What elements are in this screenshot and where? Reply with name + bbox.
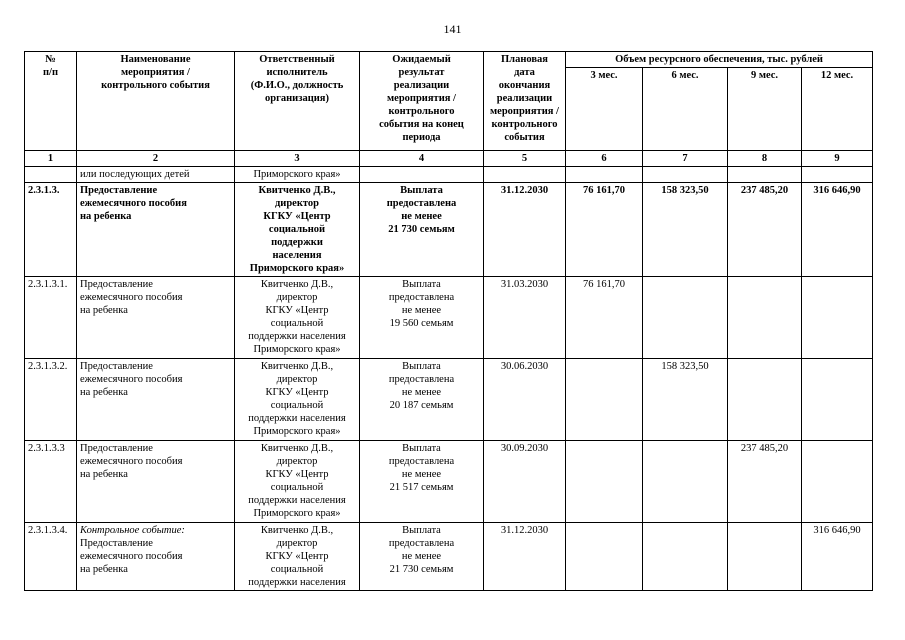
activity-name: Предоставление ежемесячного пособия на ребенка (80, 361, 183, 398)
column-number: 1 (25, 151, 77, 167)
header-6-months: 6 мес. (643, 68, 728, 151)
cell-result: Выплата предоставлена не менее 20 187 семьям (360, 359, 484, 441)
cell-date: 31.12.2030 (484, 183, 566, 277)
column-number: 5 (484, 151, 566, 167)
cell-name (77, 277, 235, 359)
cell-date: 30.06.2030 (484, 359, 566, 441)
cell-9-months (728, 167, 802, 183)
cell-9-months (728, 359, 802, 441)
cell-name (77, 441, 235, 523)
header-resources: Объем ресурсного обеспечения, тыс. рублей (566, 52, 873, 68)
cell-12-months (802, 441, 873, 523)
cell-12-months: 316 646,90 (802, 523, 873, 591)
cell-executor: Приморского края» (235, 167, 360, 183)
header-3-months: 3 мес. (566, 68, 643, 151)
cell-6-months (643, 441, 728, 523)
cell-result: Выплата предоставлена не менее 21 730 семьям (360, 523, 484, 591)
column-numbers-row (25, 151, 873, 167)
cell-6-months (643, 167, 728, 183)
header-num: № п/п (25, 52, 77, 151)
cell-executor: Квитченко Д.В., директор КГКУ «Центр социальной поддержки населения Приморского края» (235, 277, 360, 359)
page-number: 141 (443, 22, 462, 36)
column-number: 9 (802, 151, 873, 167)
column-number: 7 (643, 151, 728, 167)
table-row (25, 523, 873, 591)
cell-12-months (802, 359, 873, 441)
header-9-months: 9 мес. (728, 68, 802, 151)
cell-9-months: 237 485,20 (728, 183, 802, 277)
cell-result (360, 167, 484, 183)
table-row (25, 277, 873, 359)
activity-name: Предоставление ежемесячного пособия на ребенка (80, 185, 187, 222)
cell-date: 31.03.2030 (484, 277, 566, 359)
cell-num: 2.3.1.3.2. (25, 359, 77, 441)
cell-3-months (566, 359, 643, 441)
column-number: 3 (235, 151, 360, 167)
cell-executor: Квитченко Д.В., директор КГКУ «Центр социальной поддержки населения (235, 523, 360, 591)
header-12-months: 12 мес. (802, 68, 873, 151)
column-number: 4 (360, 151, 484, 167)
cell-date (484, 167, 566, 183)
cell-name: или последующих детей (77, 167, 235, 183)
header-result: Ожидаемый результат реализации мероприятия / контрольного события на конец периода (360, 52, 484, 151)
column-number: 8 (728, 151, 802, 167)
activity-name: Предоставление ежемесячного пособия на ребенка (80, 443, 183, 480)
header-date: Плановая дата окончания реализации мероприятия / контрольного события (484, 52, 566, 151)
cell-date: 31.12.2030 (484, 523, 566, 591)
control-event-label: Контрольное событие: (80, 525, 185, 536)
cell-num (25, 167, 77, 183)
column-number: 6 (566, 151, 643, 167)
cell-12-months: 316 646,90 (802, 183, 873, 277)
cell-name (77, 183, 235, 277)
activity-name: Предоставление ежемесячного пособия на ребенка (80, 538, 183, 575)
cell-result: Выплата предоставлена не менее 19 560 семьям (360, 277, 484, 359)
cell-num: 2.3.1.3. (25, 183, 77, 277)
cell-9-months (728, 277, 802, 359)
cell-6-months (643, 523, 728, 591)
cell-num: 2.3.1.3.4. (25, 523, 77, 591)
table-row (25, 183, 873, 277)
continuation-row (25, 167, 873, 183)
table-row (25, 441, 873, 523)
cell-3-months (566, 441, 643, 523)
table-row (25, 359, 873, 441)
cell-12-months (802, 167, 873, 183)
activity-name: Предоставление ежемесячного пособия на ребенка (80, 279, 183, 316)
cell-name (77, 359, 235, 441)
cell-3-months (566, 523, 643, 591)
cell-name (77, 523, 235, 591)
cell-6-months: 158 323,50 (643, 183, 728, 277)
column-number: 2 (77, 151, 235, 167)
cell-result: Выплата предоставлена не менее 21 517 семьям (360, 441, 484, 523)
cell-9-months: 237 485,20 (728, 441, 802, 523)
cell-num: 2.3.1.3.3 (25, 441, 77, 523)
header-name: Наименование мероприятия / контрольного события (77, 52, 235, 151)
cell-3-months: 76 161,70 (566, 277, 643, 359)
cell-6-months: 158 323,50 (643, 359, 728, 441)
cell-12-months (802, 277, 873, 359)
cell-date: 30.09.2030 (484, 441, 566, 523)
cell-9-months (728, 523, 802, 591)
cell-3-months (566, 167, 643, 183)
cell-executor: Квитченко Д.В., директор КГКУ «Центр социальной поддержки населения Приморского края» (235, 359, 360, 441)
header-executor: Ответственный исполнитель (Ф.И.О., должность организация) (235, 52, 360, 151)
cell-executor: Квитченко Д.В., директор КГКУ «Центр социальной поддержки населения Приморского края» (235, 183, 360, 277)
activities-table (24, 51, 873, 591)
cell-result: Выплата предоставлена не менее 21 730 семьям (360, 183, 484, 277)
cell-3-months: 76 161,70 (566, 183, 643, 277)
cell-num: 2.3.1.3.1. (25, 277, 77, 359)
cell-executor: Квитченко Д.В., директор КГКУ «Центр социальной поддержки населения Приморского края» (235, 441, 360, 523)
cell-6-months (643, 277, 728, 359)
